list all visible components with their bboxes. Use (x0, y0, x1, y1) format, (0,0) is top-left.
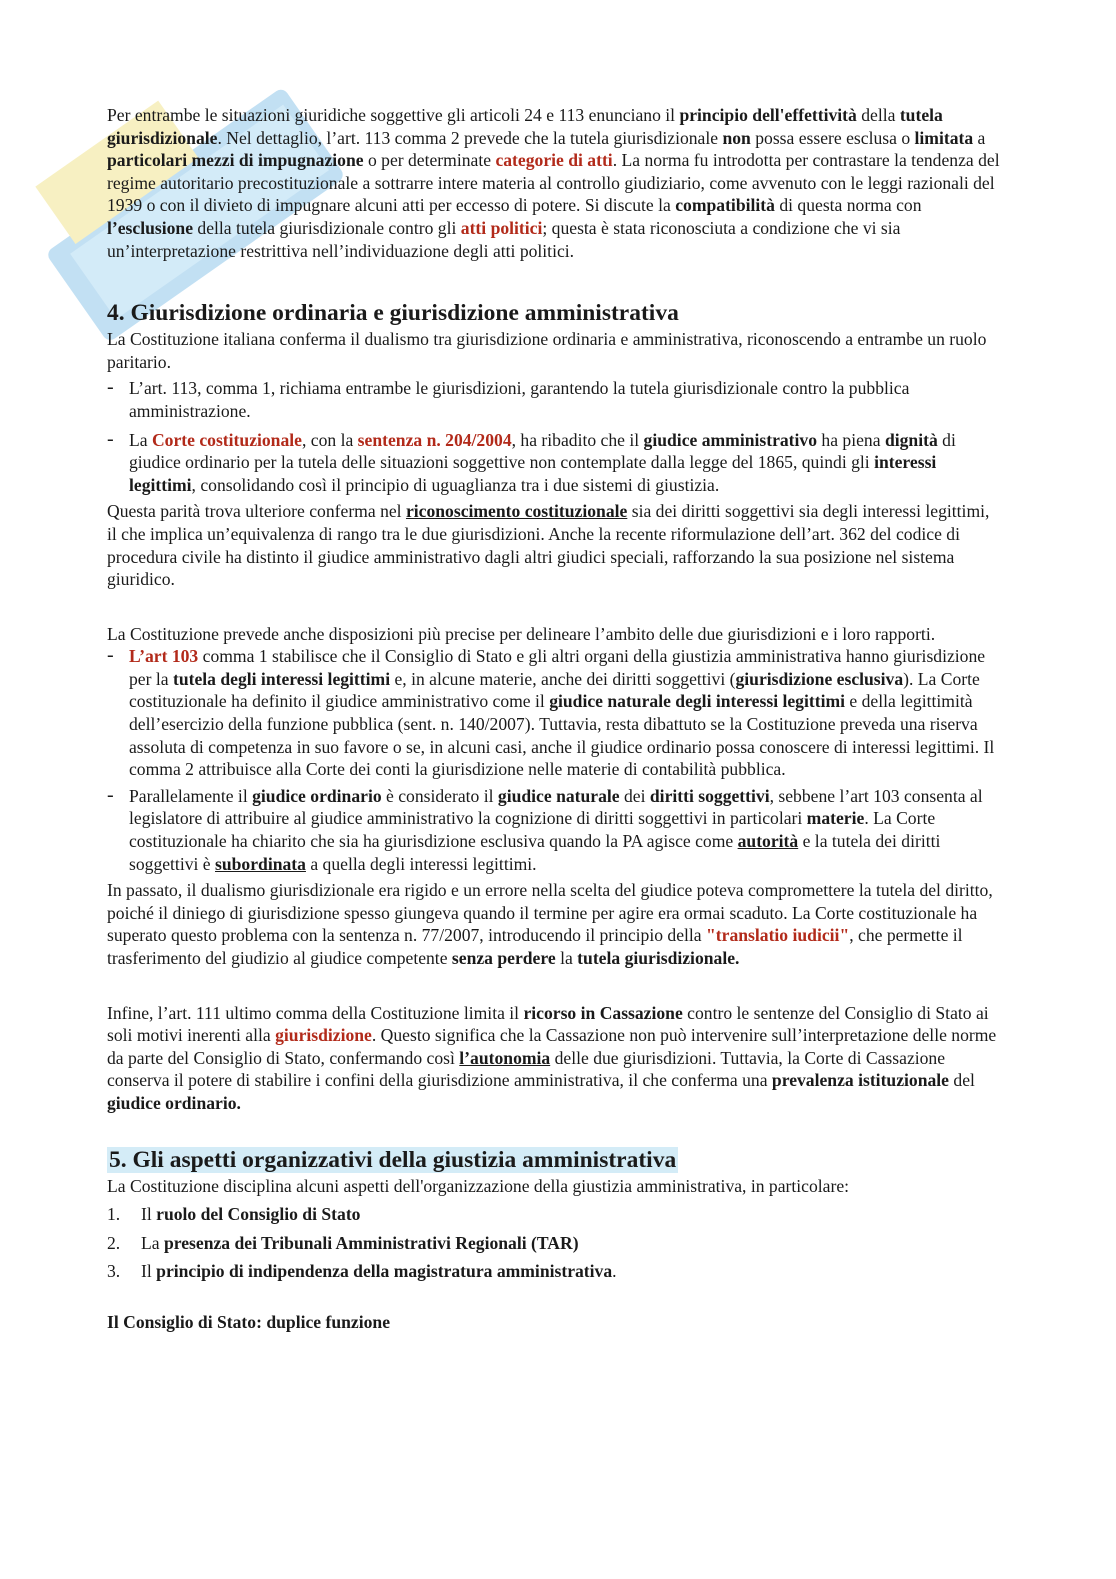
list-item: - L’art 103 comma 1 stabilisce che il Consiglio di Stato e gli altri organi della giustizia amministrativa hanno giurisdizione per la tutela degli interessi legittimi e, in alcune materie, anche dei diritti soggettivi (giurisdizione esclusiva). La Corte costituzionale ha definito il giudice amministrativo come il giudice naturale degli interessi legittimi e della legittimità dell’esercizio della funzione pubblica (sent. n. 140/2007). Tuttavia, resta dibattuto se la Costituzione preveda una riserva assoluta di competenza in suo favore o se, in alcuni casi, anche il giudice ordinario possa conoscere di interessi legittimi. Il comma 2 attribuisce alla Corte dei conti la giurisdizione nelle materie di contabilità pubblica. (107, 645, 1002, 781)
list-item: - Parallelamente il giudice ordinario è considerato il giudice naturale dei diritti soggettivi, sebbene l’art 103 consenta al legislatore di attribuire al giudice amministrativo la cognizione di diritti soggettivi in particolari materie. La Corte costituzionale ha chiarito che sia ha giurisdizione esclusiva quando la PA agisce come autorità e la tutela dei diritti soggettivi è subordinata a quella degli interessi legittimi. (107, 785, 1002, 875)
paragraph-dualismo: La Costituzione italiana conferma il dualismo tra giurisdizione ordinaria e amministrativa, riconoscendo a entrambe un ruolo paritario. (107, 329, 987, 372)
paragraph-cassazione: Infine, l’art. 111 ultimo comma della Costituzione limita il ricorso in Cassazione contro le sentenze del Consiglio di Stato ai soli motivi inerenti alla giurisdizione. Questo significa che la Cassazione non può intervenire sull’interpretazione delle norme da parte del Consiglio di Stato, confermando così l’autonomia delle due giurisdizioni. Tuttavia, la Corte di Cassazione conserva il potere di stabilire i confini della giurisdizione amministrativa, il che conferma una prevalenza istituzionale del giudice ordinario. (107, 1002, 997, 1113)
list-item: - L’art. 113, comma 1, richiama entrambe le giurisdizioni, garantendo la tutela giurisdizionale contro la pubblica amministrazione. (107, 377, 1002, 422)
subheading-consiglio: Il Consiglio di Stato: duplice funzione (107, 1311, 391, 1332)
bullet-list-1 (107, 377, 1002, 496)
section-heading-5: 5. Gli aspetti organizzativi della giustizia amministrativa (109, 1146, 677, 1173)
bullet-list-2 (107, 645, 1002, 875)
paragraph-translatio: In passato, il dualismo giurisdizionale era rigido e un errore nella scelta del giudice poteva compromettere la tutela del diritto, poiché il diniego di giurisdizione spesso giungeva quando il termine per agire era ormai scaduto. La Corte costituzionale ha superato questo problema con la sentenza n. 77/2007, introducendo il principio della "translatio iudicii", che permette il trasferimento del giudizio al giudice competente senza perdere la tutela giurisdizionale. (107, 880, 993, 968)
paragraph-effettivita: Per entrambe le situazioni giuridiche soggettive gli articoli 24 e 113 enunciano il principio dell'effettività della tutela giurisdizionale. Nel dettaglio, l’art. 113 comma 2 prevede che la tutela giurisdizionale non possa essere esclusa o limitata a particolari mezzi di impugnazione o per determinate categorie di atti. La norma fu introdotta per contrastare la tendenza del regime autoritario precostituzionale a sottrarre intere materia al controllo giudiziario, come avvenuto con le leggi razionali del 1939 o con il divieto di impugnare alcuni atti per eccesso di potere. Si discute la compatibilità di questa norma con l’esclusione della tutela giurisdizionale contro gli atti politici; questa è stata riconosciuta a condizione che vi sia un’interpretazione restrittiva nell’individuazione degli atti politici. (107, 105, 1000, 261)
list-item: 3. Il principio di indipendenza della magistratura amministrativa. (107, 1261, 617, 1282)
list-item: 2. La presenza dei Tribunali Amministrativi Regionali (TAR) (107, 1232, 579, 1253)
numbered-list (107, 1203, 1002, 1283)
list-item: - La Corte costituzionale, con la sentenza n. 204/2004, ha ribadito che il giudice amministrativo ha piena dignità di giudice ordinario per la tutela delle situazioni soggettive non contemplate dalla legge del 1865, quindi gli interessi legittimi, consolidando così il principio di uguaglianza tra i due sistemi di giustizia. (107, 429, 1002, 497)
section-heading-4: 4. Giurisdizione ordinaria e giurisdizione amministrativa (107, 300, 679, 327)
paragraph-parita: Questa parità trova ulteriore conferma nel riconoscimento costituzionale sia dei diritti soggettivi sia degli interessi legittimi, il che implica un’equivalenza di rango tra le due giurisdizioni. Anche la recente riformulazione dell’art. 362 del codice di procedura civile ha distinto il giudice amministrativo dagli altri giudici speciali, rafforzando la sua posizione nel sistema giuridico. (107, 501, 990, 590)
list-item: 1. Il ruolo del Consiglio di Stato (107, 1204, 361, 1225)
document-page (107, 104, 1002, 1334)
paragraph-disposizioni: La Costituzione prevede anche disposizioni più precise per delineare l’ambito delle due giurisdizioni e i loro rapporti. (107, 623, 936, 644)
paragraph-organizzazione: La Costituzione disciplina alcuni aspetti dell'organizzazione della giustizia amministrativa, in particolare: (107, 1175, 850, 1196)
